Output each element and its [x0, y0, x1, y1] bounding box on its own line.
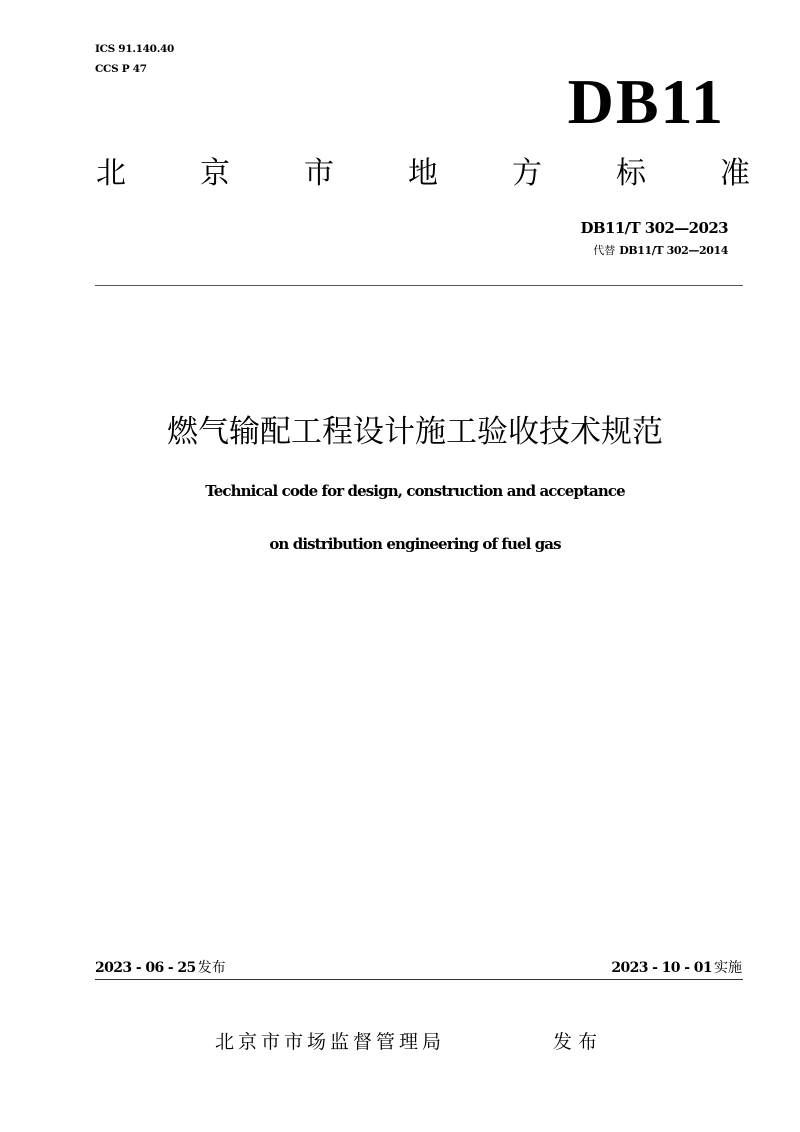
implement-date-block [611, 958, 742, 978]
standard-code-logo: DB11 [567, 66, 725, 137]
standard-type-char: 方 [512, 156, 542, 191]
document-title-english-line2: on distribution engineering of fuel gas [269, 535, 561, 553]
document-title-english-line1: Technical code for design, construction and acceptance [205, 482, 625, 500]
issuing-authority: 北京市市场监督管理局 [215, 1031, 446, 1053]
standard-type-char: 京 [200, 156, 230, 191]
document-title-chinese: 燃气输配工程设计施工验收技术规范 [167, 414, 663, 450]
replaces-code: DB11/T 302—2014 [619, 244, 728, 257]
header-divider [95, 285, 743, 286]
issue-date: 2023 - 06 - 25 [95, 960, 196, 976]
issue-label: 发布 [197, 960, 226, 976]
footer-divider [95, 979, 743, 980]
standard-type-char: 北 [96, 156, 126, 191]
replaces-line [470, 243, 728, 259]
ccs-code: CCS P 47 [95, 63, 147, 75]
standard-type-heading [96, 150, 750, 198]
replaces-prefix: 代替 [593, 244, 616, 257]
standard-type-char: 标 [616, 156, 646, 191]
standard-type-char: 地 [408, 156, 438, 191]
implement-label: 实施 [714, 960, 742, 976]
ics-code: ICS 91.140.40 [95, 43, 175, 55]
issue-date-block [95, 958, 226, 978]
standard-type-char: 市 [304, 156, 334, 191]
issue-word: 发布 [553, 1031, 604, 1053]
implement-date: 2023 - 10 - 01 [611, 960, 712, 976]
standard-type-char: 准 [720, 156, 750, 191]
standard-number: DB11/T 302—2023 [580, 219, 728, 237]
